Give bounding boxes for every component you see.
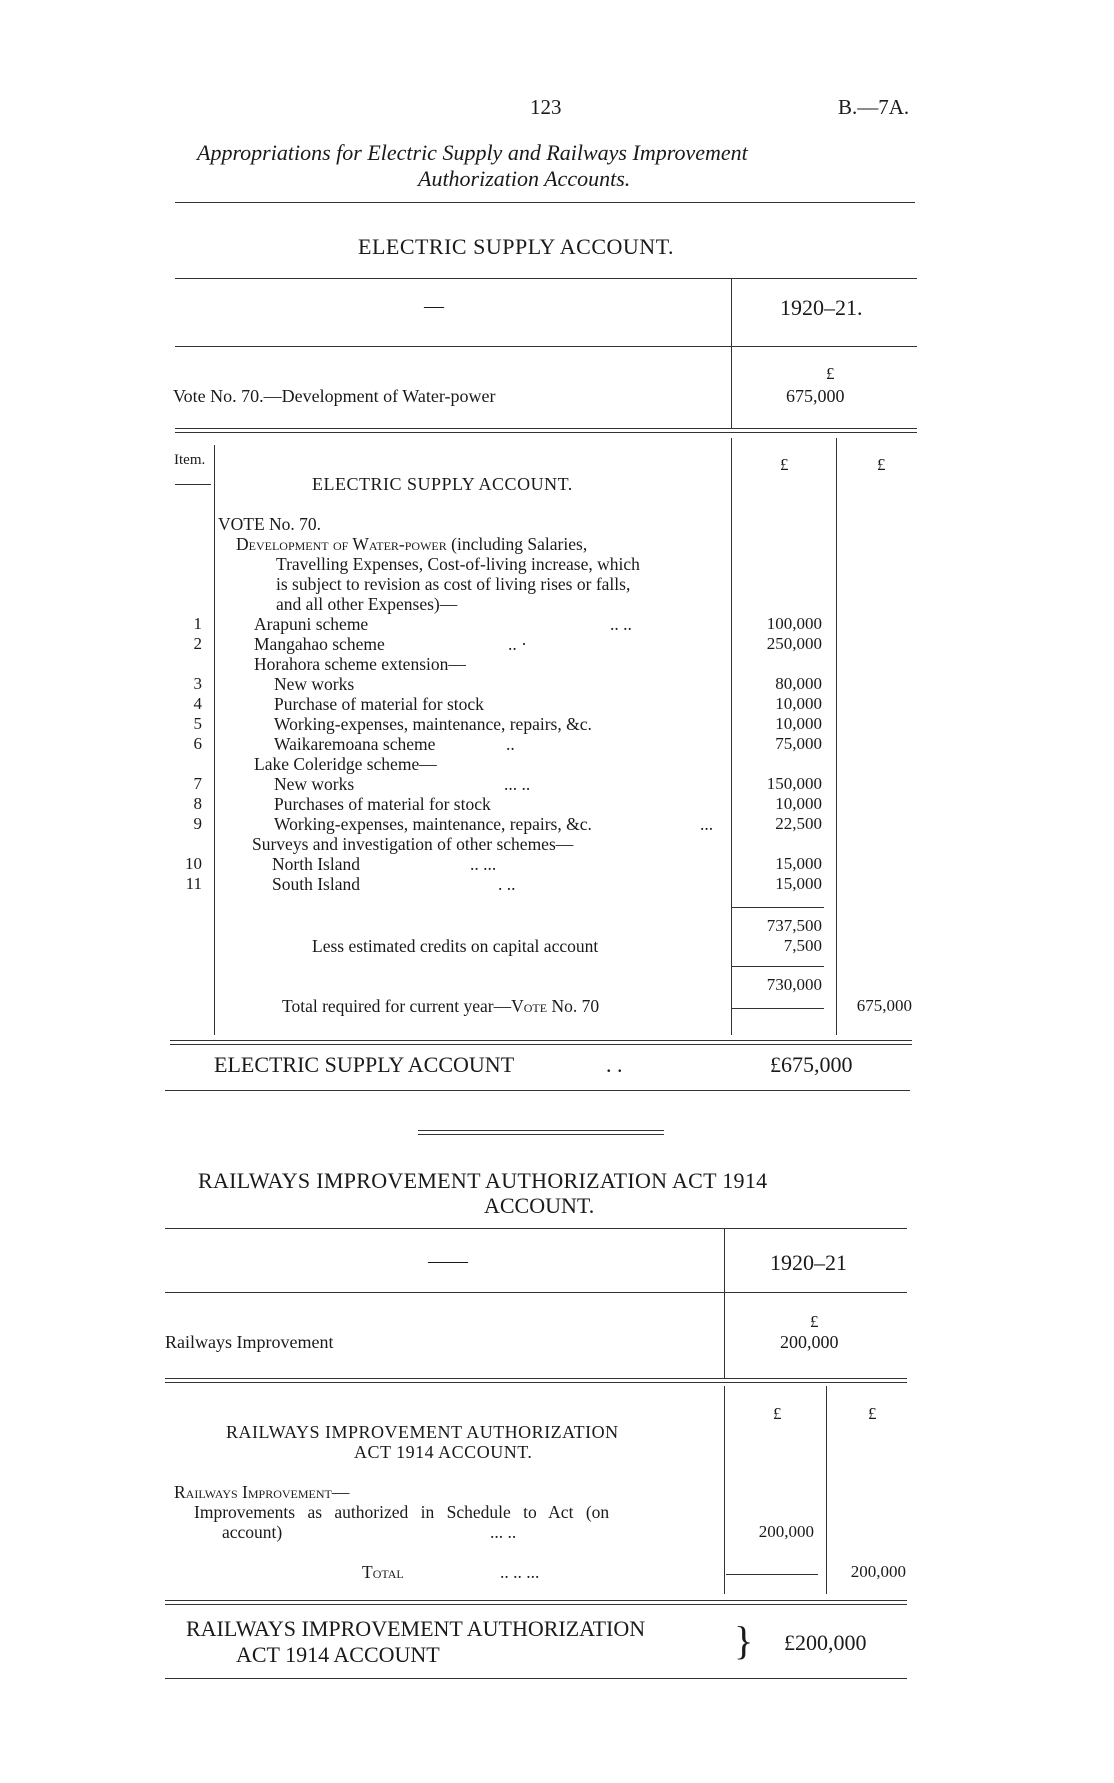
- row-label: North Island: [272, 854, 360, 874]
- item-number: 6: [193, 734, 202, 753]
- item-number: 11: [185, 874, 202, 893]
- column-dash: ——: [428, 1250, 468, 1272]
- total-label-text: Total required for current year—: [282, 996, 512, 1016]
- row-label: Purchase of material for stock: [274, 694, 484, 714]
- electric-heading: ELECTRIC SUPPLY ACCOUNT.: [358, 234, 674, 259]
- total-required-label: [282, 996, 599, 1017]
- column-dash: —: [424, 295, 444, 317]
- row-amount: 250,000: [766, 634, 822, 653]
- intro-line: is subject to revision as cost of living rises or falls,: [276, 574, 631, 594]
- railways-label: Railways Improvement: [165, 1332, 334, 1352]
- item-number: 2: [193, 634, 202, 653]
- electric-footer-leader: . .: [606, 1052, 623, 1077]
- row-label: Working-expenses, maintenance, repairs, &c.: [274, 814, 592, 834]
- rule: [724, 1386, 725, 1594]
- rule: [175, 278, 917, 279]
- improvements-amount: 200,000: [758, 1522, 814, 1541]
- row-leader: ...: [700, 814, 714, 834]
- row-amount: 10,000: [775, 714, 822, 733]
- intro-line: Travelling Expenses, Cost-of-living increase, which: [276, 554, 640, 574]
- section-divider: [418, 1130, 664, 1135]
- item-column-label: Item.: [174, 452, 206, 468]
- rule: [731, 278, 732, 428]
- rule: [732, 1008, 824, 1009]
- railways-total-amount: 200,000: [850, 1562, 906, 1581]
- row-label: New works: [274, 774, 355, 794]
- vote-label: Vote No. 70.—Development of Water-power: [173, 386, 496, 406]
- document-reference: B.—7A.: [838, 95, 910, 119]
- row-amount: 80,000: [775, 674, 822, 693]
- improvements-line1: Improvements as authorized in Schedule to Act (on: [194, 1502, 610, 1522]
- rule: [726, 1574, 818, 1575]
- title-rule: [175, 202, 915, 203]
- item-number: 3: [193, 674, 202, 693]
- pound-sign: £: [877, 455, 886, 474]
- electric-footer-label: ELECTRIC SUPPLY ACCOUNT: [214, 1052, 515, 1077]
- item-number: 8: [193, 794, 202, 813]
- railways-amount: 200,000: [780, 1332, 839, 1352]
- electric-footer-amount: £675,000: [770, 1052, 853, 1077]
- railways-heading-line2: ACCOUNT.: [484, 1193, 595, 1218]
- row-amount: 150,000: [766, 774, 822, 793]
- railways-heading-line1: RAILWAYS IMPROVEMENT AUTHORIZATION ACT 1914: [198, 1168, 768, 1193]
- item-number: 10: [185, 854, 202, 873]
- row-label: South Island: [272, 874, 360, 894]
- row-leader: .. ·: [508, 634, 527, 654]
- item-number: 7: [193, 774, 202, 793]
- intro-line: [236, 534, 587, 555]
- row-leader: ... ..: [504, 774, 531, 794]
- section-heading: ELECTRIC SUPPLY ACCOUNT.: [312, 474, 573, 494]
- net-amount: 730,000: [766, 975, 822, 994]
- row-amount: 15,000: [775, 874, 822, 893]
- pound-sign: £: [810, 1312, 819, 1331]
- rule: [732, 907, 824, 908]
- page-title-line1: Appropriations for Electric Supply and Railways Improvement: [197, 140, 748, 165]
- total-required-amount: 675,000: [856, 996, 912, 1015]
- pound-sign: £: [826, 364, 835, 383]
- row-label: Purchases of material for stock: [274, 794, 491, 814]
- total-label: Total: [362, 1562, 404, 1582]
- rule: [165, 1378, 907, 1383]
- row-leader: .. ...: [470, 854, 497, 874]
- row-label: Horahora scheme extension—: [254, 654, 466, 674]
- column-year: 1920–21.: [780, 295, 863, 320]
- total-vote-number: No. 70: [547, 996, 600, 1016]
- row-amount: 100,000: [766, 614, 822, 633]
- row-label: New works: [274, 674, 355, 694]
- less-credits-label: Less estimated credits on capital account: [312, 936, 599, 956]
- rule: [165, 1292, 907, 1293]
- railways-footer-line1: RAILWAYS IMPROVEMENT AUTHORIZATION: [186, 1616, 646, 1641]
- row-amount: 10,000: [775, 794, 822, 813]
- railways-footer-line2: ACT 1914 ACCOUNT: [236, 1642, 440, 1667]
- railways-sub-heading: Railways Improvement—: [174, 1482, 350, 1502]
- row-label: Lake Coleridge scheme—: [254, 754, 437, 774]
- row-amount: 10,000: [775, 694, 822, 713]
- item-number: 9: [193, 814, 202, 833]
- row-label: Mangahao scheme: [254, 634, 385, 654]
- improvements-leader: ... ..: [490, 1522, 517, 1542]
- row-amount: 75,000: [775, 734, 822, 753]
- rule: [175, 428, 917, 433]
- total-leader: .. .. ...: [500, 1562, 540, 1582]
- rule: [165, 1678, 907, 1679]
- rule: [175, 346, 917, 347]
- pound-sign: £: [780, 455, 789, 474]
- row-amount: 15,000: [775, 854, 822, 873]
- total-vote-word: Vote: [511, 996, 548, 1016]
- railways-footer-amount: £200,000: [784, 1630, 867, 1655]
- item-number: 4: [193, 694, 202, 713]
- intro-rest: (including Salaries,: [446, 534, 588, 554]
- rule: [724, 1228, 725, 1378]
- item-number: 1: [193, 614, 202, 633]
- pound-sign: £: [868, 1404, 877, 1423]
- row-label: Arapuni scheme: [254, 614, 369, 634]
- rule: [175, 484, 211, 485]
- rule: [170, 1040, 912, 1045]
- page-number: 123: [530, 95, 562, 119]
- section-heading-line1: RAILWAYS IMPROVEMENT AUTHORIZATION: [226, 1422, 619, 1442]
- intro-line: and all other Expenses)—: [276, 594, 458, 614]
- page-title-line2: Authorization Accounts.: [418, 166, 631, 191]
- row-amount: 22,500: [775, 814, 822, 833]
- rule: [214, 445, 215, 1035]
- subtotal-amount: 737,500: [766, 916, 822, 935]
- column-year: 1920–21: [770, 1250, 847, 1275]
- rule: [165, 1600, 907, 1605]
- vote-amount: 675,000: [786, 386, 845, 406]
- row-label: Waikaremoana scheme: [274, 734, 436, 754]
- item-number: 5: [193, 714, 202, 733]
- row-leader: . ..: [498, 874, 516, 894]
- rule: [165, 1228, 907, 1229]
- row-label: Working-expenses, maintenance, repairs, &c.: [274, 714, 592, 734]
- improvements-line2: account): [222, 1522, 283, 1542]
- pound-sign: £: [773, 1404, 782, 1423]
- rule: [165, 1090, 910, 1091]
- row-leader: .. ..: [610, 614, 632, 634]
- vote-number: VOTE No. 70.: [218, 514, 322, 534]
- rule: [732, 966, 824, 967]
- row-leader: ..: [506, 734, 515, 754]
- row-label: Surveys and investigation of other schemes—: [252, 834, 574, 854]
- rule: [836, 438, 837, 1035]
- intro-caps: Development of Water-power: [236, 534, 447, 554]
- less-credits-amount: 7,500: [783, 936, 822, 955]
- brace: }: [734, 1618, 754, 1663]
- section-heading-line2: ACT 1914 ACCOUNT.: [354, 1442, 533, 1462]
